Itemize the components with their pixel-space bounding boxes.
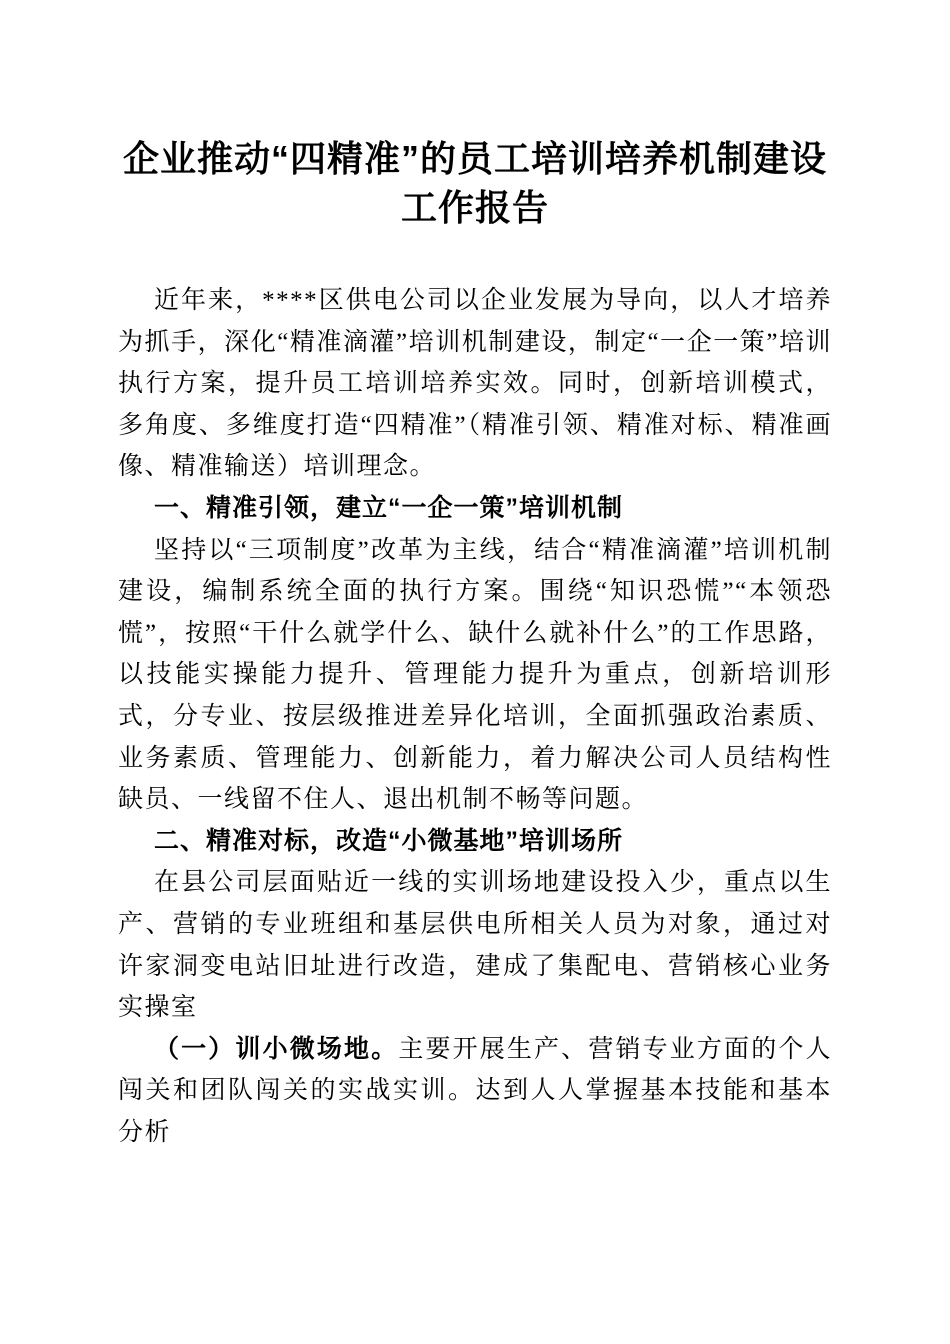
- section-heading-1: 一、精准引领，建立“一企一策”培训机制: [154, 493, 624, 522]
- page-title-line-2: 工作报告: [400, 187, 549, 228]
- paragraph-subsection-1: [118, 1029, 832, 1154]
- page-title-line-1: 企业推动“四精准”的员工培训培养机制建设: [122, 138, 827, 179]
- paragraph-subsection-1-lead: （一）训小微场地。: [154, 1035, 399, 1063]
- paragraph-intro: 近年来，****区供电公司以企业发展为导向，以人才培养为抓手，深化“精准滴灌”培训机制建设，制定“一企一策”培训执行方案，提升员工培训培养实效。同时，创新培训模式，多角度、多维度打造“四精准”（精准引领、精准对标、精准画像、精准输送）培训理念。: [118, 287, 832, 481]
- paragraph-section-1: 坚持以“三项制度”改革为主线，结合“精准滴灌”培训机制建设，编制系统全面的执行方案。围绕“知识恐慌”“本领恐慌”，按照“干什么就学什么、缺什么就补什么”的工作思路，以技能实操能力提升、管理能力提升为重点，创新培训形式，分专业、按层级推进差异化培训，全面抓强政治素质、业务素质、管理能力、创新能力，着力解决公司人员结构性缺员、一线留不住人、退出机制不畅等问题。: [118, 536, 832, 814]
- section-heading-2: 二、精准对标，改造“小微基地”培训场所: [154, 826, 624, 855]
- page-title: [118, 134, 832, 232]
- paragraph-section-2: 在县公司层面贴近一线的实训场地建设投入少，重点以生产、营销的专业班组和基层供电所相关人员为对象，通过对许家洞变电站旧址进行改造，建成了集配电、营销核心业务实操室: [118, 869, 832, 1022]
- paragraph-subsection-1-text: 主要开展生产、营销专业方面的个人闯关和团队闯关的实战实训。达到人人掌握基本技能和基本分析: [118, 1035, 832, 1146]
